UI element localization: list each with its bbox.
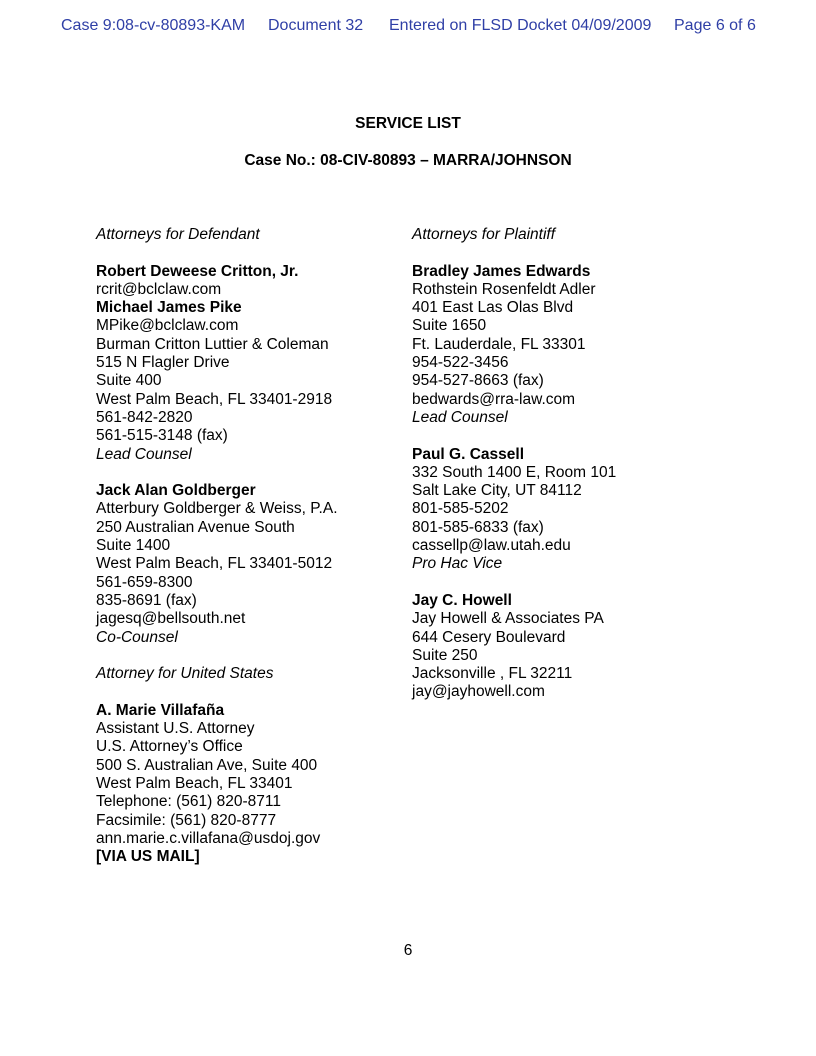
address-line: 401 East Las Olas Blvd	[412, 299, 574, 317]
phone-number: 954-522-3456	[412, 354, 509, 372]
service-method: [VIA US MAIL]	[96, 848, 200, 866]
address-line: Suite 1400	[96, 537, 171, 555]
address-line: 332 South 1400 E, Room 101	[412, 463, 617, 481]
attorney-name: Robert Deweese Critton, Jr.	[96, 262, 299, 280]
attorney-email: ann.marie.c.villafana@usdoj.gov	[96, 829, 321, 847]
attorney-email: MPike@bclclaw.com	[96, 317, 239, 335]
counsel-role: Lead Counsel	[96, 445, 192, 463]
attorney-email: bedwards@rra-law.com	[412, 390, 576, 408]
header-case-number: Case 9:08-cv-80893-KAM	[61, 17, 246, 34]
heading-attorney-united-states: Attorney for United States	[96, 665, 274, 683]
city-state-zip: West Palm Beach, FL 33401-5012	[96, 555, 333, 573]
phone-number: 561-659-8300	[96, 573, 193, 591]
header-entered-date: Entered on FLSD Docket 04/09/2009	[389, 17, 652, 34]
counsel-role: Pro Hac Vice	[412, 555, 503, 573]
firm-name: Atterbury Goldberger & Weiss, P.A.	[96, 500, 338, 518]
office-name: U.S. Attorney’s Office	[96, 738, 243, 756]
contact-block-howell	[412, 592, 616, 702]
phone-number: Telephone: (561) 820-8711	[96, 793, 281, 811]
address-line: Suite 250	[412, 646, 478, 664]
address-line: 515 N Flagler Drive	[96, 354, 230, 372]
fax-number: 954-527-8663 (fax)	[412, 372, 544, 390]
firm-name: Burman Critton Luttier & Coleman	[96, 335, 329, 353]
city-state-zip: Jacksonville , FL 32211	[412, 665, 573, 683]
firm-name: Jay Howell & Associates PA	[412, 610, 604, 628]
fax-number: 801-585-6833 (fax)	[412, 518, 544, 536]
counsel-role: Lead Counsel	[412, 408, 508, 426]
phone-number: 561-842-2820	[96, 408, 193, 426]
attorney-name: A. Marie Villafaña	[96, 701, 225, 719]
header-document-number: Document 32	[268, 17, 364, 34]
attorney-name: Paul G. Cassell	[412, 445, 524, 463]
city-state-zip: West Palm Beach, FL 33401	[96, 774, 293, 792]
fax-number: 561-515-3148 (fax)	[96, 427, 228, 445]
fax-number: Facsimile: (561) 820-8777	[96, 811, 277, 829]
address-line: 644 Cesery Boulevard	[412, 628, 566, 646]
attorney-email: jagesq@bellsouth.net	[96, 610, 246, 628]
contact-block-edwards	[412, 263, 616, 428]
header-page-count: Page 6 of 6	[674, 17, 756, 34]
page-number: 6	[403, 942, 413, 959]
left-column	[96, 226, 338, 866]
contact-block-critton	[96, 263, 338, 300]
address-line: Suite 400	[96, 372, 162, 390]
city-state-zip: West Palm Beach, FL 33401-2918	[96, 390, 333, 408]
attorney-title: Assistant U.S. Attorney	[96, 720, 255, 738]
fax-number: 835-8691 (fax)	[96, 591, 197, 609]
contact-block-goldberger	[96, 482, 338, 647]
counsel-role: Co-Counsel	[96, 628, 178, 646]
address-line: Suite 1650	[412, 317, 487, 335]
address-line: 250 Australian Avenue South	[96, 518, 295, 536]
case-number-line: Case No.: 08-CIV-80893 – MARRA/JOHNSON	[244, 152, 572, 169]
city-state-zip: Salt Lake City, UT 84112	[412, 482, 582, 500]
contact-block-cassell	[412, 446, 616, 574]
attorney-name: Jay C. Howell	[412, 591, 512, 609]
city-state-zip: Ft. Lauderdale, FL 33301	[412, 335, 586, 353]
heading-attorneys-defendant: Attorneys for Defendant	[96, 226, 260, 243]
attorney-name: Michael James Pike	[96, 299, 242, 317]
page-title: SERVICE LIST	[355, 115, 461, 132]
firm-name: Rothstein Rosenfeldt Adler	[412, 280, 596, 298]
right-column	[412, 226, 616, 702]
address-line: 500 S. Australian Ave, Suite 400	[96, 756, 318, 774]
attorney-name: Bradley James Edwards	[412, 262, 591, 280]
contact-block-pike	[96, 299, 338, 464]
contact-block-villafana	[96, 702, 338, 867]
attorney-name: Jack Alan Goldberger	[96, 482, 256, 500]
attorney-email: jay@jayhowell.com	[412, 683, 545, 701]
phone-number: 801-585-5202	[412, 500, 509, 518]
attorney-email: rcrit@bclclaw.com	[96, 280, 222, 298]
attorney-email: cassellp@law.utah.edu	[412, 537, 571, 555]
heading-attorneys-plaintiff: Attorneys for Plaintiff	[412, 226, 556, 243]
docket-header-stamp	[0, 17, 816, 39]
